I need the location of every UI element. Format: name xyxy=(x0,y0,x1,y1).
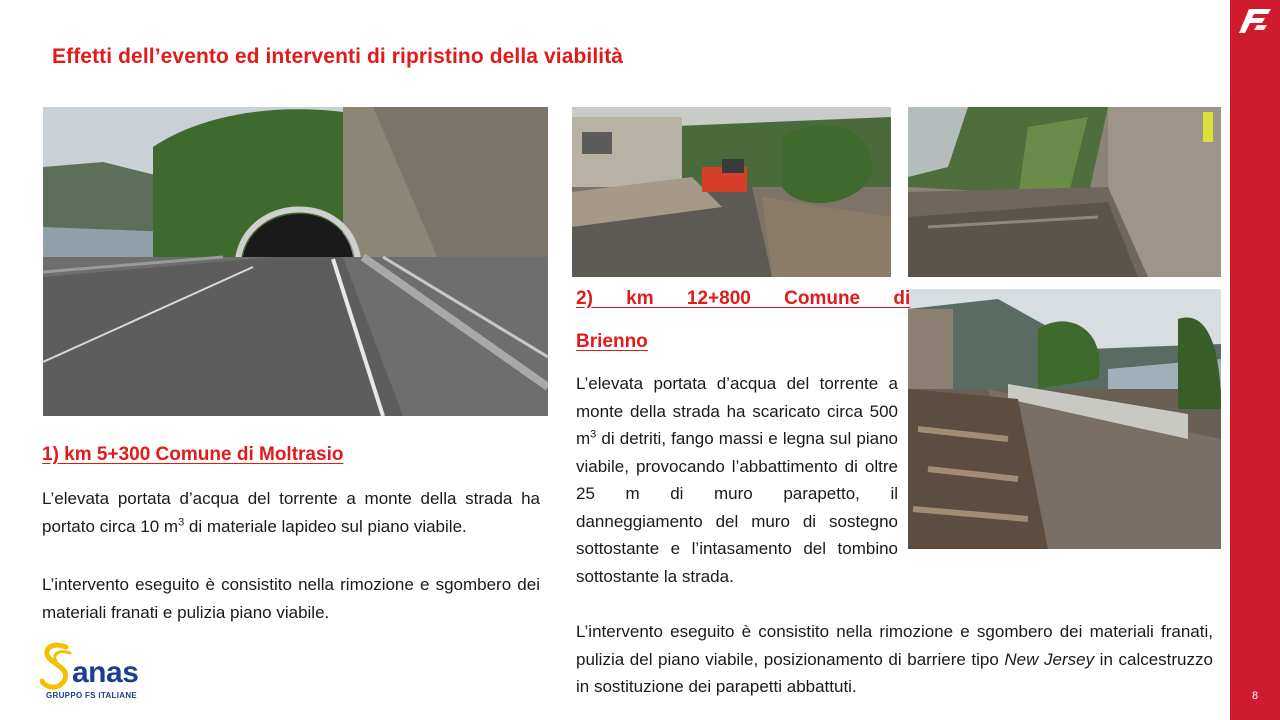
anas-logo-wordmark: anas xyxy=(72,656,139,689)
section2-paragraph-2: L’intervento eseguito è consistito nella rimozione e sgombero dei materiali franati, pulizia del piano viabile, posizionamento di barriere tipo New Jersey in calcestruzzo in sostituzione dei parapetti abbattuti. xyxy=(576,622,1213,696)
anas-logo-subtitle: GRUPPO FS ITALIANE xyxy=(46,691,138,700)
photo-excavator-brienno xyxy=(572,107,891,277)
page-number: 8 xyxy=(1251,690,1259,702)
photo-damaged-wall xyxy=(908,107,1221,277)
photo-new-jersey-barriers xyxy=(908,289,1221,549)
section2-heading: 2) km 12+800 Comune di xyxy=(576,288,911,309)
page-title: Effetti dell’evento ed interventi di ripristino della viabilità xyxy=(52,45,624,68)
photo-tunnel-moltrasio xyxy=(43,107,548,416)
section1-paragraph-2: L’intervento eseguito è consistito nella rimozione e sgombero dei materiali franati e pulizia piano viabile. xyxy=(42,575,540,622)
side-band xyxy=(1230,0,1280,720)
section1-heading: 1) km 5+300 Comune di Moltrasio xyxy=(42,444,344,465)
fs-logo-icon xyxy=(1237,5,1275,37)
anas-logo-mark-icon xyxy=(40,641,74,691)
section2-paragraph-1: L’elevata portata d’acqua del torrente a monte della strada ha scaricato circa 500 $m^3$ di detriti, fango massi e legna sul piano viabile, provocando l’abbattimento di oltre 25 m di muro parapetto, il danneggiamento del muro di sostegno sottostante e l’intasamento del tombino sottostante la strada. xyxy=(576,374,898,586)
section1-paragraph-1: L’elevata portata d’acqua del torrente a monte della strada ha portato circa 10 $m^3$ di materiale lapideo sul piano viabile. xyxy=(42,489,540,536)
section2-heading-line2: Brienno xyxy=(576,331,648,352)
